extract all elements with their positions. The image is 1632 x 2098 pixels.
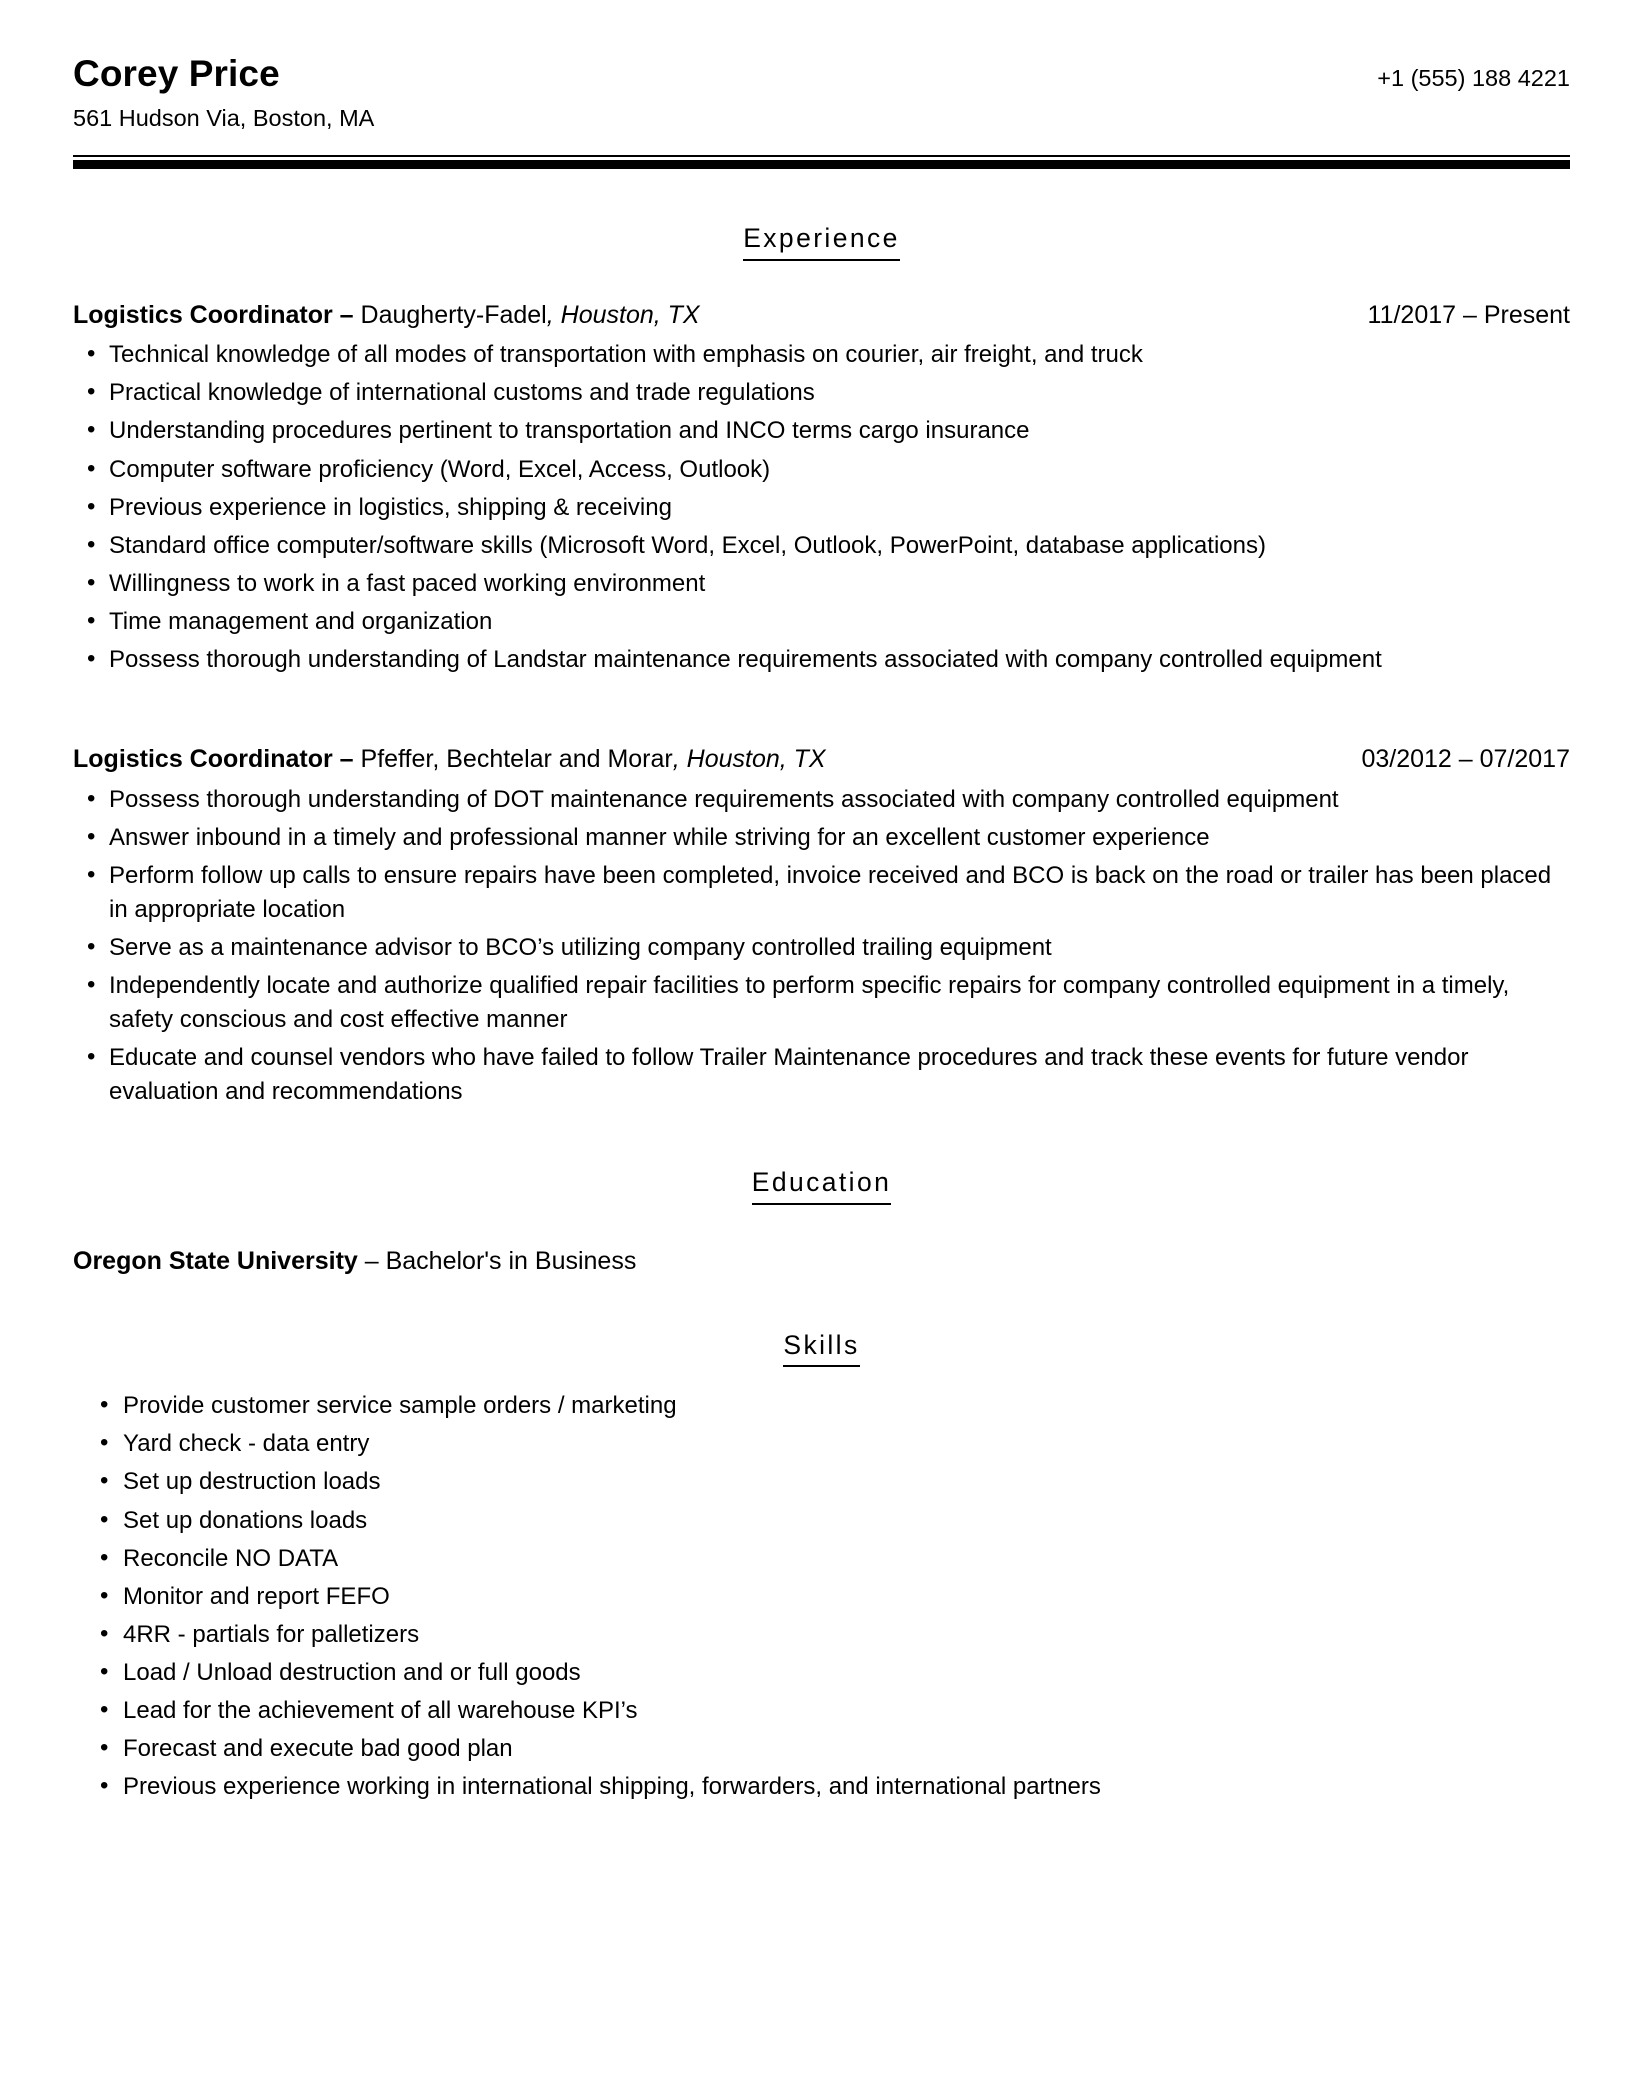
divider-thick-bar — [73, 160, 1570, 169]
section-header-experience — [73, 223, 1570, 261]
list-item: • Answer inbound in a timely and professional manner while striving for an excellent customer experience — [73, 821, 1570, 855]
candidate-phone: +1 (555) 188 4221 — [1377, 65, 1570, 91]
list-item: • Reconcile NO DATA — [73, 1542, 1570, 1576]
list-item: • Monitor and report FEFO — [73, 1580, 1570, 1614]
education-degree: – Bachelor's in Business — [357, 1247, 637, 1276]
list-item: • Technical knowledge of all modes of transportation with emphasis on courier, air freight, and truck — [73, 338, 1570, 372]
experience-entry-header — [73, 299, 1570, 332]
list-item: • Set up donations loads — [73, 1504, 1570, 1538]
experience-entry-header — [73, 743, 1570, 776]
list-item: • Previous experience working in international shipping, forwarders, and international partners — [73, 1770, 1570, 1804]
list-item: • Lead for the achievement of all warehouse KPI’s — [73, 1694, 1570, 1728]
list-item: • Time management and organization — [73, 605, 1570, 639]
list-item: • Perform follow up calls to ensure repairs have been completed, invoice received and BCO is back on the road or trailer has been placed in appropriate location — [73, 859, 1570, 927]
experience-entry — [73, 743, 1570, 1109]
job-company: Pfeffer, Bechtelar and Morar — [360, 745, 673, 774]
job-company: Daugherty-Fadel — [360, 300, 547, 329]
experience-bullet-list — [73, 783, 1570, 1110]
list-item: • Educate and counsel vendors who have failed to follow Trailer Maintenance procedures and track these events for future vendor evaluation and recommendations — [73, 1041, 1570, 1109]
list-item: • Set up destruction loads — [73, 1465, 1570, 1499]
job-role: Logistics Coordinator – — [73, 300, 361, 329]
job-date-range: 11/2017 – Present — [1367, 300, 1570, 329]
list-item: • Serve as a maintenance advisor to BCO’s utilizing company controlled trailing equipment — [73, 931, 1570, 965]
experience-entry-title — [73, 743, 1361, 776]
job-location: , Houston, TX — [546, 300, 700, 329]
list-item: • Possess thorough understanding of DOT maintenance requirements associated with company controlled equipment — [73, 783, 1570, 817]
list-item: • Independently locate and authorize qualified repair facilities to perform specific repairs for company controlled equipment in a timely, safety conscious and cost effective manner — [73, 969, 1570, 1037]
list-item: • Standard office computer/software skills (Microsoft Word, Excel, Outlook, PowerPoint, database applications) — [73, 529, 1570, 563]
education-school: Oregon State University — [73, 1247, 358, 1276]
list-item: • Previous experience in logistics, shipping & receiving — [73, 491, 1570, 525]
skills-bullet-list — [73, 1389, 1570, 1804]
section-title-experience: Experience — [743, 223, 900, 261]
list-item: • Willingness to work in a fast paced working environment — [73, 567, 1570, 601]
list-item: • 4RR - partials for palletizers — [73, 1618, 1570, 1652]
experience-entry-title — [73, 299, 1368, 332]
header-divider — [73, 155, 1570, 169]
list-item: • Possess thorough understanding of Landstar maintenance requirements associated with company controlled equipment — [73, 643, 1570, 677]
list-item: • Practical knowledge of international customs and trade regulations — [73, 376, 1570, 410]
section-title-skills: Skills — [783, 1330, 859, 1368]
candidate-name: Corey Price — [73, 53, 280, 94]
job-date-range: 03/2012 – 07/2017 — [1361, 745, 1570, 774]
header-identity — [73, 52, 1377, 133]
list-item: • Provide customer service sample orders / marketing — [73, 1389, 1570, 1423]
section-title-education: Education — [752, 1167, 891, 1205]
job-role: Logistics Coordinator – — [73, 745, 361, 774]
list-item: • Computer software proficiency (Word, Excel, Access, Outlook) — [73, 453, 1570, 487]
resume-header — [73, 52, 1570, 133]
candidate-address: 561 Hudson Via, Boston, MA — [73, 104, 375, 131]
experience-entry — [73, 299, 1570, 677]
list-item: • Forecast and execute bad good plan — [73, 1732, 1570, 1766]
list-item: • Understanding procedures pertinent to transportation and INCO terms cargo insurance — [73, 414, 1570, 448]
education-entry — [73, 1245, 1570, 1278]
list-item: • Yard check - data entry — [73, 1427, 1570, 1461]
job-location: , Houston, TX — [672, 745, 826, 774]
section-header-education — [73, 1167, 1570, 1205]
section-header-skills — [73, 1330, 1570, 1368]
experience-bullet-list — [73, 338, 1570, 677]
list-item: • Load / Unload destruction and or full goods — [73, 1656, 1570, 1690]
